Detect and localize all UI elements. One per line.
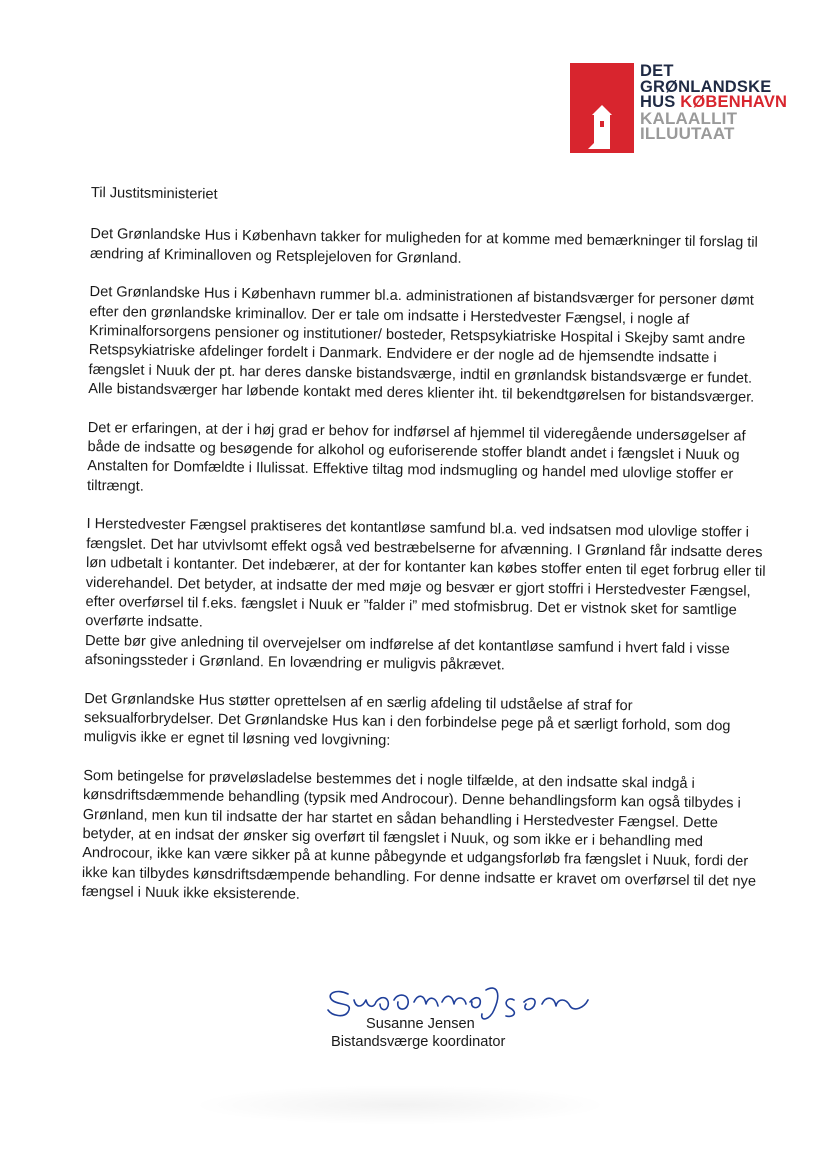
paper-show-through: [190, 1085, 610, 1125]
logo-line-hus: HUS: [640, 93, 681, 111]
letter-body: [81, 184, 771, 930]
signer-name: Susanne Jensen: [366, 1016, 475, 1032]
signer-title: Bistandsværge koordinator: [331, 1034, 506, 1050]
paragraph-3: Det er erfaringen, at der i høj grad er behov for indførsel af hjemmel til videregående undersøgelser af både de indsatte og besøgende for alkohol og euforiserende stoffer blandt andet i fængslet i Nuuk og Anstalten for Domfældte i Ilulissat. Effektive tiltag mod indsmugling og handel med ulovlige stoffer er tiltrængt.: [86, 419, 746, 495]
letter-greeting: Til Justitsministeriet: [90, 184, 218, 203]
paragraph-4-continuation: Dette bør give anledning til overvejelser om indførelse af det kontantløse samfund i hvert fald i visse afsoningssteder i Grønland. En lovændring er muligvis påkrævet.: [84, 632, 730, 674]
paragraph-4: I Herstedvester Fængsel praktiseres det kontantløse samfund bl.a. ved indsatsen mod ulovlige stoffer i fængslet. Det har utvivlsomt effekt også ved bestræbelserne for afvænning. I Grønland får indsatte deres løn udbetalt i kontanter. Det indebærer, at der for kontanter kan købes stoffer enten til eget forbrug eller til viderehandel. Det betyder, at indsatte der med møje og besvær er gjort stoffri i Herstedvester Fængsel, efter overførsel til f.eks. fængslet i Nuuk er ”falder i” med stofmisbrug. Det er vistnok sket for samtlige overførte indsatte.: [85, 516, 766, 631]
logo-line-illuutaat: ILLUUTAAT: [640, 124, 735, 143]
signature-block: [318, 980, 638, 1070]
organization-logo: [570, 63, 787, 153]
paragraph-2: Det Grønlandske Hus i København rummer bl.a. administrationen af bistandsværger for personer dømt efter den grønlandske kriminallov. Der er tale om indsatte i Herstedvester Fængsel, i nogle af Kriminalforsorgens pensioner og institutioner/ bosteder, Retspsykiatriske Hospital i Skejby samt andre Retspsykiatriske afdelinger fordelt i Danmark. Endvidere er der nogle ad de hjemsendte indsatte i fængslet i Nuuk der pt. har deres danske bistandsværge, indtil en grønlandsk bistandsværge er fundet. Alle bistandsværger har løbende kontakt med deres klienter iht. til bekendtgørelsen for bistandsværger.: [88, 284, 755, 406]
house-emblem-icon: [570, 63, 634, 153]
paragraph-6: Som betingelse for prøveløsladelse bestemmes det i nogle tilfælde, at den indsatte skal indgå i kønsdriftsdæmmende behandling (typsik med Androcour). Denne behandlingsform kan også tilbydes i Grønland, men kun til indsatte der har startet en sådan behandling i Herstedvester Fængsel. Dette betyder, at en indsat der ønsker sig overført til fængslet i Nuuk, og som ikke er i behandling med Androcour, ikke kan være sikker på at kunne påbegynde et udgangsforløb fra fængslet i Nuuk, fordi der ikke kan tilbydes kønsdriftsdæmpende behandling. For denne indsatte er kravet om overførsel til det nye fængsel i Nuuk ikke eksisterende.: [81, 767, 757, 903]
logo-line-kalaallit: KALAALLIT: [640, 108, 738, 128]
logo-line-det: DET: [640, 62, 674, 80]
paragraph-5: Det Grønlandske Hus støtter oprettelsen af en særlig afdeling til udståelse af straf for seksualforbrydelser. Det Grønlandske Hus kan i den forbindelse pege på et særligt forhold, som dog muligvis ikke er egnet til løsning ved lovgivning:: [83, 690, 731, 750]
logo-line-gronlandske: GRØNLANDSKE: [640, 77, 772, 96]
paragraph-1: Det Grønlandske Hus i København takker for muligheden for at komme med bemærkninger til forslag til ændring af Kriminalloven og Retsplejeloven for Grønland.: [89, 226, 758, 267]
logo-line-kobenhavn: KØBENHAVN: [680, 93, 788, 111]
logo-wordmark: [640, 63, 787, 142]
